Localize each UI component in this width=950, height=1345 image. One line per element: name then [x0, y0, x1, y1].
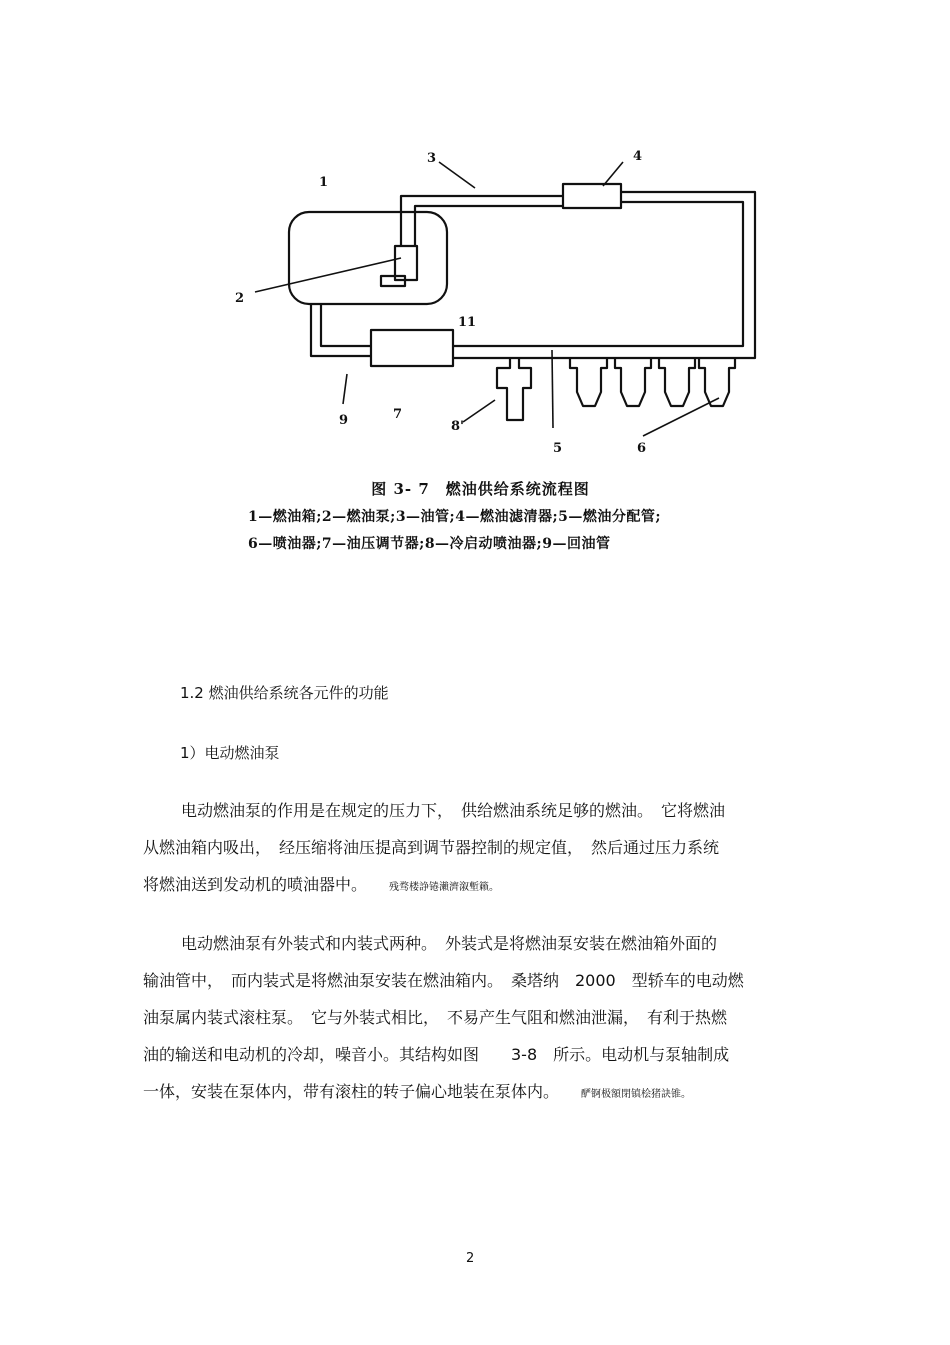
caption-legend-line-1: 1—燃油箱;2—燃油泵;3—油管;4—燃油滤清器;5—燃油分配管;: [248, 509, 662, 525]
injector-2: [615, 358, 651, 406]
fuel-system-diagram: [225, 140, 785, 470]
figure-caption: [248, 478, 808, 553]
fuel-system-schematic: [225, 140, 785, 470]
injector-1: [570, 358, 607, 406]
paragraph-1-line-1: 电动燃油泵的作用是在规定的压力下， 供给燃油系统足够的燃油。 它将燃油: [181, 801, 726, 820]
paragraph-2-line-1: 电动燃油泵有外装式和内装式两种。 外装式是将燃油泵安装在燃油箱外面的: [181, 934, 718, 953]
paragraph-1-line-3: 将燃油送到发动机的喷油器中。: [143, 875, 368, 894]
label-2: 2: [235, 291, 245, 306]
caption-legend-line-2: 6—喷油器;7—油压调节器;8—冷启动喷油器;9—回油管: [248, 536, 611, 552]
paragraph-1-note: 残骛楼諍锩瀨濟溆塹籟。: [389, 882, 500, 893]
label-7: 7: [393, 407, 403, 422]
label-8: 8': [451, 419, 465, 434]
paragraph-2-line-3: 油泵属内装式滚柱泵。 它与外装式相比， 不易产生气阻和燃油泄漏， 有利于热燃: [143, 1008, 728, 1027]
paragraph-2-line-4: 油的输送和电动机的冷却，噪音小。其结构如图 3-8 所示。电动机与泵轴制成: [143, 1045, 730, 1064]
paragraph-1-line-2: 从燃油箱内吸出， 经压缩将油压提高到调节器控制的规定值， 然后通过压力系统: [143, 838, 720, 857]
paragraph-2-line-5: 一体，安装在泵体内，带有滚柱的转子偏心地装在泵体内。: [143, 1082, 560, 1101]
label-3: 3: [427, 151, 437, 166]
label-5: 5: [553, 441, 563, 456]
caption-title: 图 3- 7 燃油供给系统流程图: [371, 480, 590, 498]
injector-3: [659, 358, 695, 406]
pressure-regulator: [371, 330, 453, 366]
label-6: 6: [637, 441, 647, 456]
fuel-tank: [289, 212, 447, 304]
page-number: 2: [466, 1251, 475, 1266]
sub-heading: 1）电动燃油泵: [180, 744, 280, 762]
label-4: 4: [633, 149, 643, 164]
label-9: 9: [339, 413, 349, 428]
paragraph-2: [143, 925, 803, 1113]
paragraph-2-line-2: 输油管中， 而内装式是将燃油泵安装在燃油箱内。 桑塔纳 2000 型轿车的电动燃: [143, 971, 744, 990]
paragraph-1: [143, 792, 803, 906]
fuel-filter: [563, 184, 621, 208]
paragraph-2-note: 酽锕极額閉镇桧猪訣锥。: [581, 1089, 692, 1100]
label-1: 1: [319, 175, 329, 190]
label-11: 11: [458, 315, 477, 330]
section-heading: 1.2 燃油供给系统各元件的功能: [180, 684, 389, 702]
cold-start-injector: [497, 358, 531, 420]
